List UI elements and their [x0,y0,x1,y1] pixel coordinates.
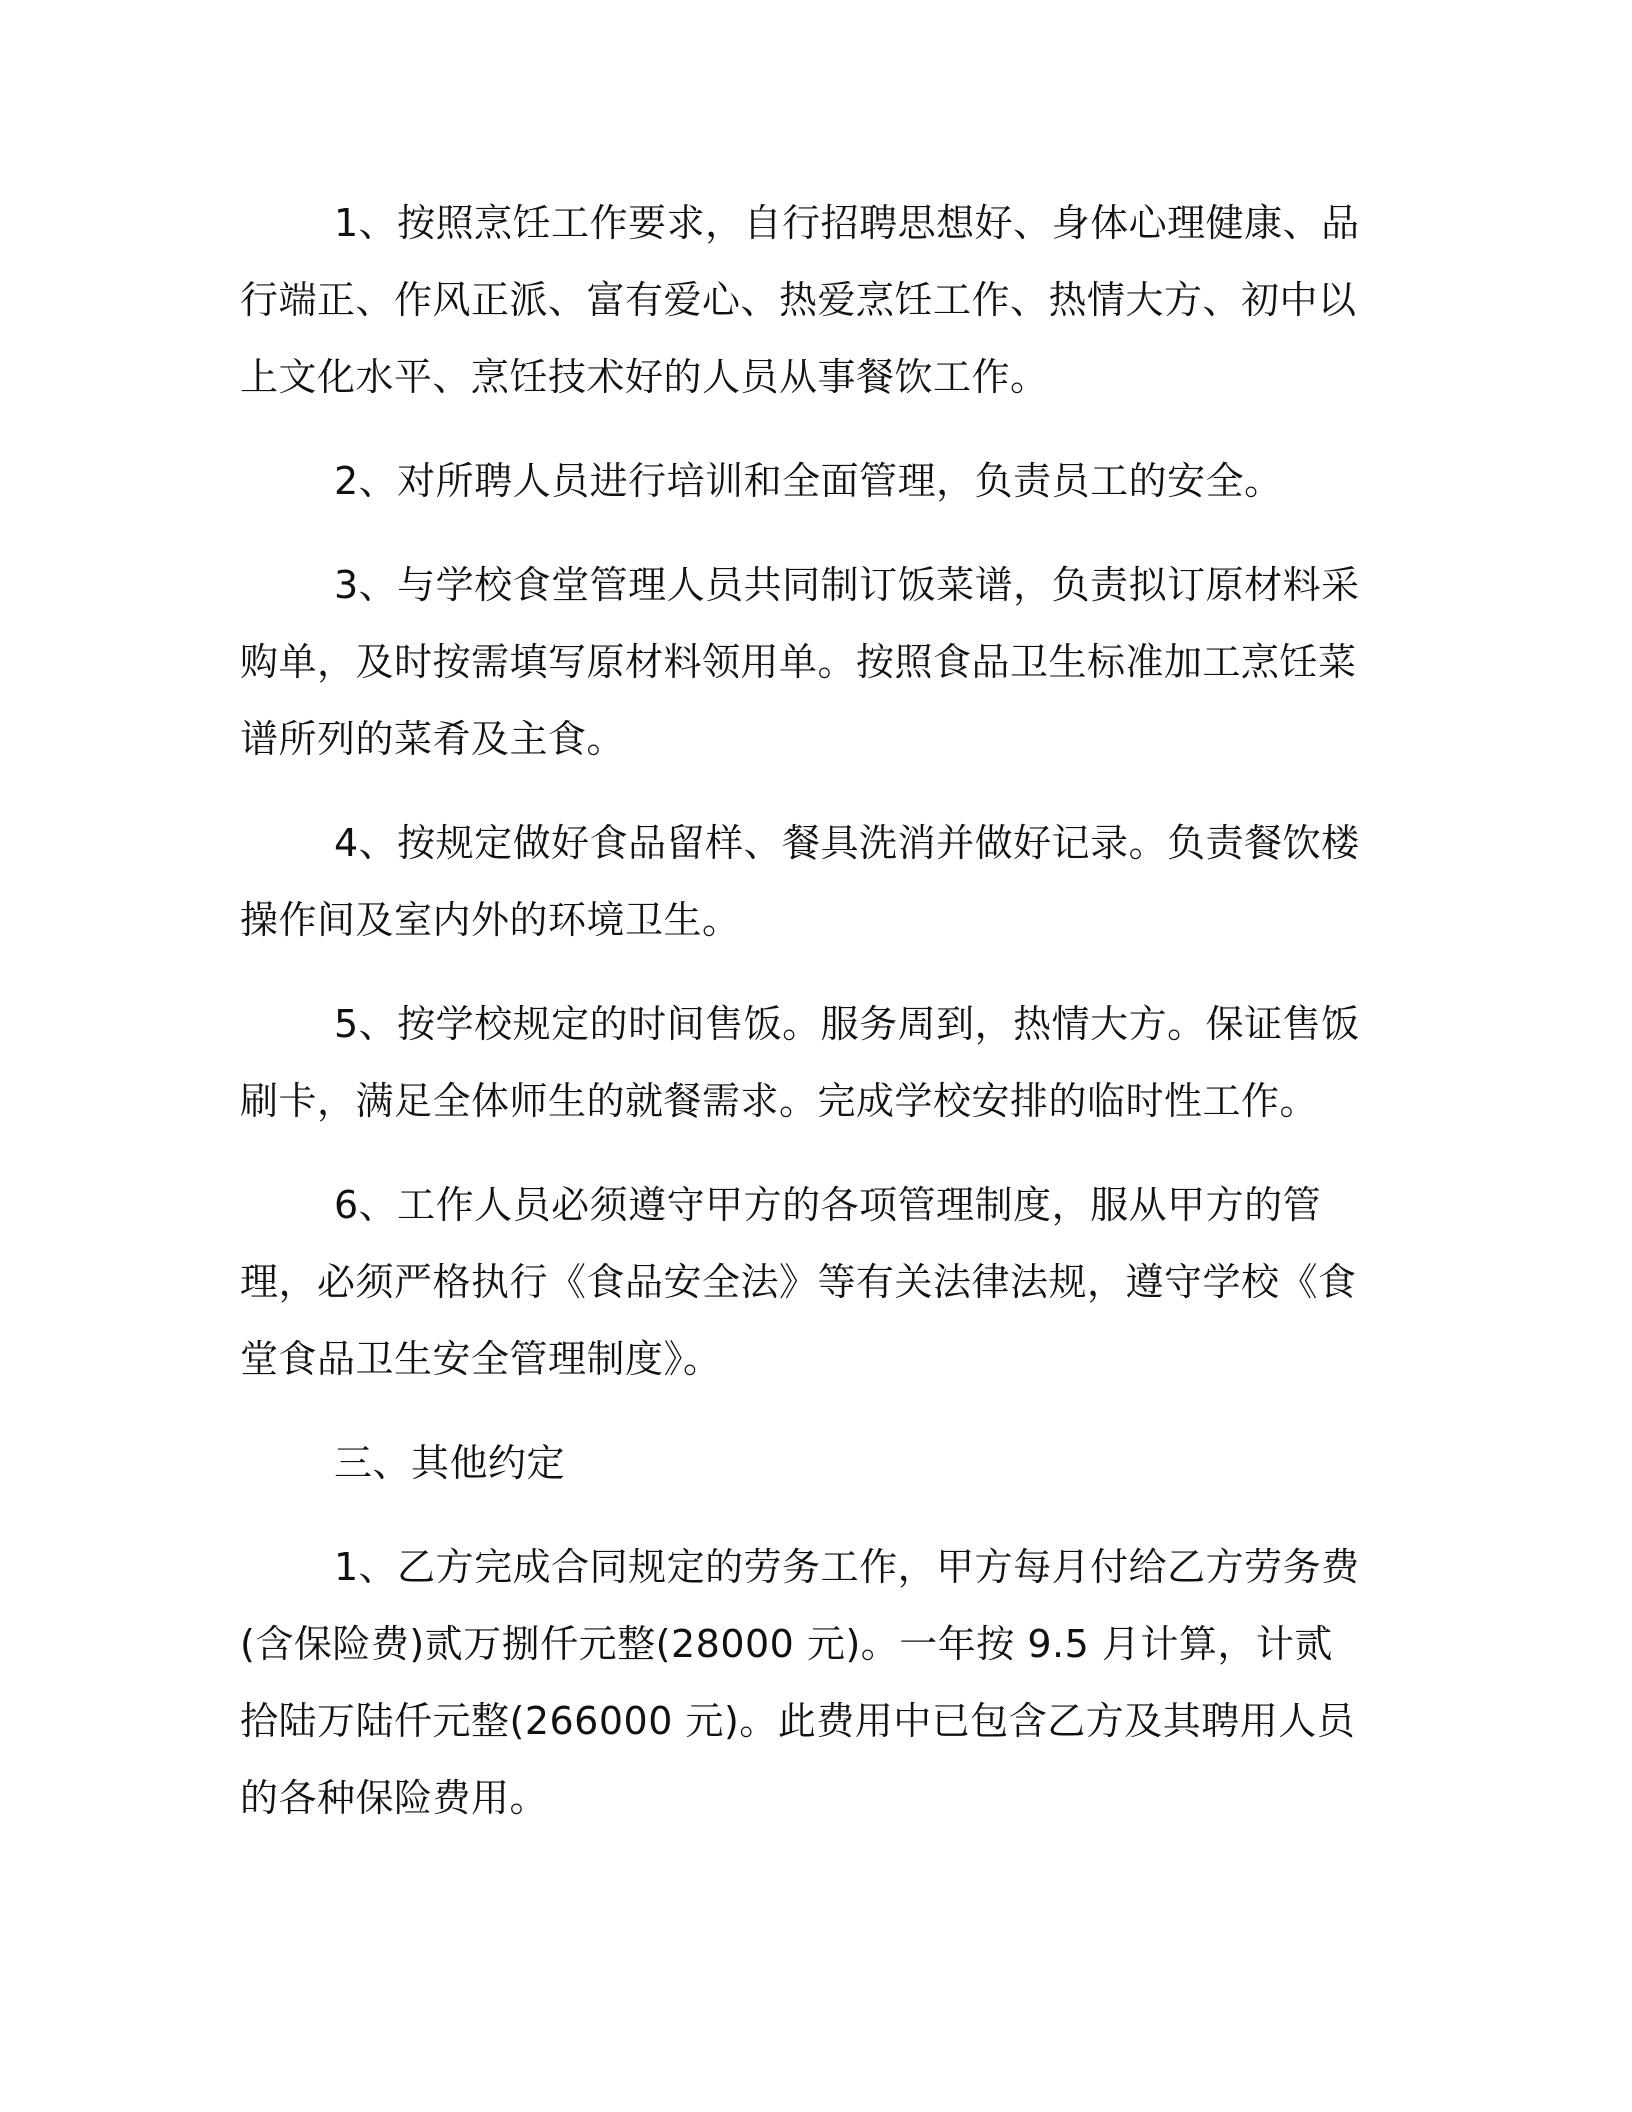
document-body [240,185,1370,1864]
paragraph-3: 3、与学校食堂管理人员共同制订饭菜谱，负责拟订原材料采购单，及时按需填写原材料领用单。按照食品卫生标准加工烹饪菜谱所列的菜肴及主食。 [240,563,1360,761]
paragraph-2: 2、对所聘人员进行培训和全面管理，负责员工的安全。 [334,459,1283,503]
section-paragraph-1: 1、乙方完成合同规定的劳务工作，甲方每月付给乙方劳务费(含保险费)贰万捌仟元整(28000 元)。一年按 9.5 月计算，计贰拾陆万陆仟元整(266000 元)。此费用中已包含乙方及其聘用人员的各种保险费用。 [240,1545,1360,1820]
paragraph-6: 6、工作人员必须遵守甲方的各项管理制度，服从甲方的管理，必须严格执行《食品安全法》等有关法律法规，遵守学校《食堂食品卫生安全管理制度》。 [240,1183,1357,1381]
paragraph-5: 5、按学校规定的时间售饭。服务周到，热情大方。保证售饭刷卡，满足全体师生的就餐需求。完成学校安排的临时性工作。 [240,1002,1360,1123]
paragraph-4: 4、按规定做好食品留样、餐具洗消并做好记录。负责餐饮楼操作间及室内外的环境卫生。 [240,821,1360,942]
section-heading: 三、其他约定 [334,1441,566,1485]
paragraph-1: 1、按照烹饪工作要求，自行招聘思想好、身体心理健康、品行端正、作风正派、富有爱心、热爱烹饪工作、热情大方、初中以上文化水平、烹饪技术好的人员从事餐饮工作。 [240,201,1360,399]
